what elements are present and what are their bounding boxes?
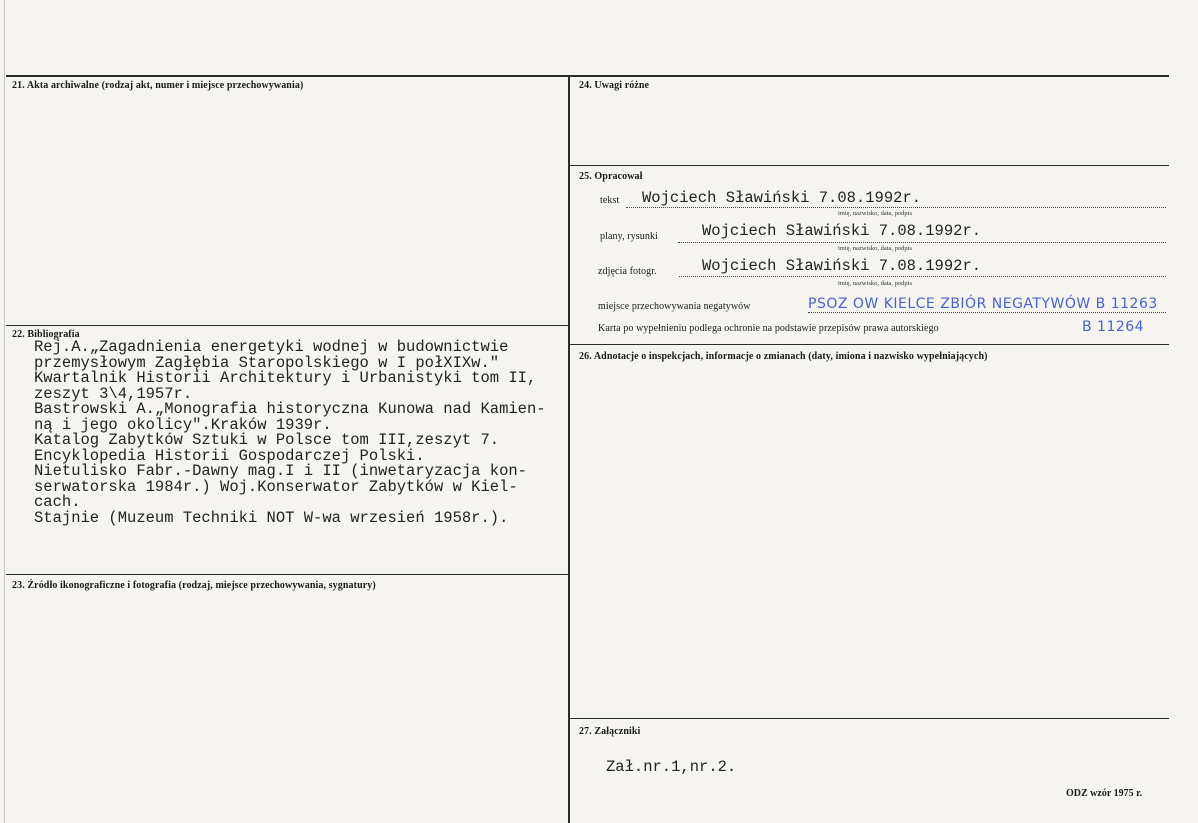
tekst-dotted-line — [626, 207, 1166, 208]
bibliography-text — [34, 340, 546, 526]
zdjecia-value: Wojciech Sławiński 7.08.1992r. — [702, 257, 982, 275]
section-24-label: 24. Uwagi różne — [579, 80, 650, 91]
karta-label: Karta po wypełnieniu podlega ochronie na podstawie przepisów prawa autorskiego — [598, 323, 939, 334]
bibliography-line: Rej.A.„Zagadnienia energetyki wodnej w budownictwie — [34, 338, 509, 356]
bibliography-line: przemysłowym Zagłębia Staropolskiego w I połXIXw." — [34, 353, 500, 372]
plany-value: Wojciech Sławiński 7.08.1992r. — [702, 222, 982, 240]
bibliography-line: Stajnie (Muzeum Techniki NOT W-wa wrzesień 1958r.). — [34, 508, 509, 527]
miejsce-handwritten-value: PSOZ OW KIELCE ZBIÓR NEGATYWÓW B 11263 — [808, 296, 1158, 312]
bibliography-line: cach. — [34, 493, 81, 511]
center-vertical-line — [568, 75, 570, 823]
bibliography-line: serwatorska 1984r.) Woj.Konserwator Zabytków w Kiel- — [34, 477, 518, 496]
section-22-label: 22. Bibliografia — [12, 329, 80, 340]
bibliography-line: Katalog Zabytków Sztuki w Polsce tom III,zeszyt 7. — [34, 431, 500, 449]
divider-22-23 — [6, 574, 569, 575]
section-27-label: 27. Załączniki — [579, 726, 641, 737]
zdjecia-dotted-line — [679, 276, 1166, 277]
section-26-label: 26. Adnotacje o inspekcjach, informacje o zmianach (daty, imiona i nazwisko wypełniających) — [579, 351, 988, 362]
divider-21-22 — [6, 325, 569, 326]
plany-caption: imię, nazwisko, data, podpis — [838, 245, 913, 252]
tekst-label: tekst — [600, 195, 620, 206]
divider-25-26 — [569, 344, 1169, 345]
bibliography-line: Bastrowski A.„Monografia historyczna Kunowa nad Kamien- — [34, 400, 546, 418]
tekst-caption: imię, nazwisko, data, podpis — [838, 210, 913, 217]
divider-24-25 — [569, 165, 1169, 166]
card-edge — [4, 0, 5, 823]
divider-26-27 — [569, 718, 1169, 719]
plany-label: plany, rysunki — [600, 231, 658, 242]
zdjecia-caption: imię, nazwisko, data, podpis — [838, 280, 913, 287]
bibliography-line: ną i jego okolicy".Kraków 1939r. — [34, 415, 332, 434]
miejsce-label: miejsce przechowywania negatywów — [598, 301, 751, 312]
attachments-value: Zał.nr.1,nr.2. — [606, 758, 737, 776]
form-version-footer: ODZ wzór 1975 r. — [1066, 788, 1143, 799]
karta-handwritten-value: B 11264 — [1082, 319, 1145, 335]
tekst-value: Wojciech Sławiński 7.08.1992r. — [642, 189, 922, 207]
bibliography-line: Encyklopedia Historii Gospodarczej Polski. — [34, 446, 425, 465]
plany-dotted-line — [678, 242, 1166, 243]
section-21-label: 21. Akta archiwalne (rodzaj akt, numer i miejsce przechowywania) — [12, 80, 304, 91]
section-23-label: 23. Źródło ikonograficzne i fotografia (rodzaj, miejsce przechowywania, sygnatury) — [12, 580, 376, 591]
bibliography-line: Nietulisko Fabr.-Dawny mag.I i II (inwetaryzacja kon- — [34, 462, 527, 480]
top-divider-line — [6, 75, 1169, 77]
bibliography-line: zeszyt 3\4,1957r. — [34, 384, 193, 403]
bibliography-line: Kwartalnik Historii Architektury i Urbanistyki tom II, — [34, 369, 537, 387]
miejsce-dotted-line — [808, 312, 1166, 313]
zdjecia-label: zdjęcia fotogr. — [598, 266, 657, 277]
section-25-label: 25. Opracował — [579, 171, 643, 182]
